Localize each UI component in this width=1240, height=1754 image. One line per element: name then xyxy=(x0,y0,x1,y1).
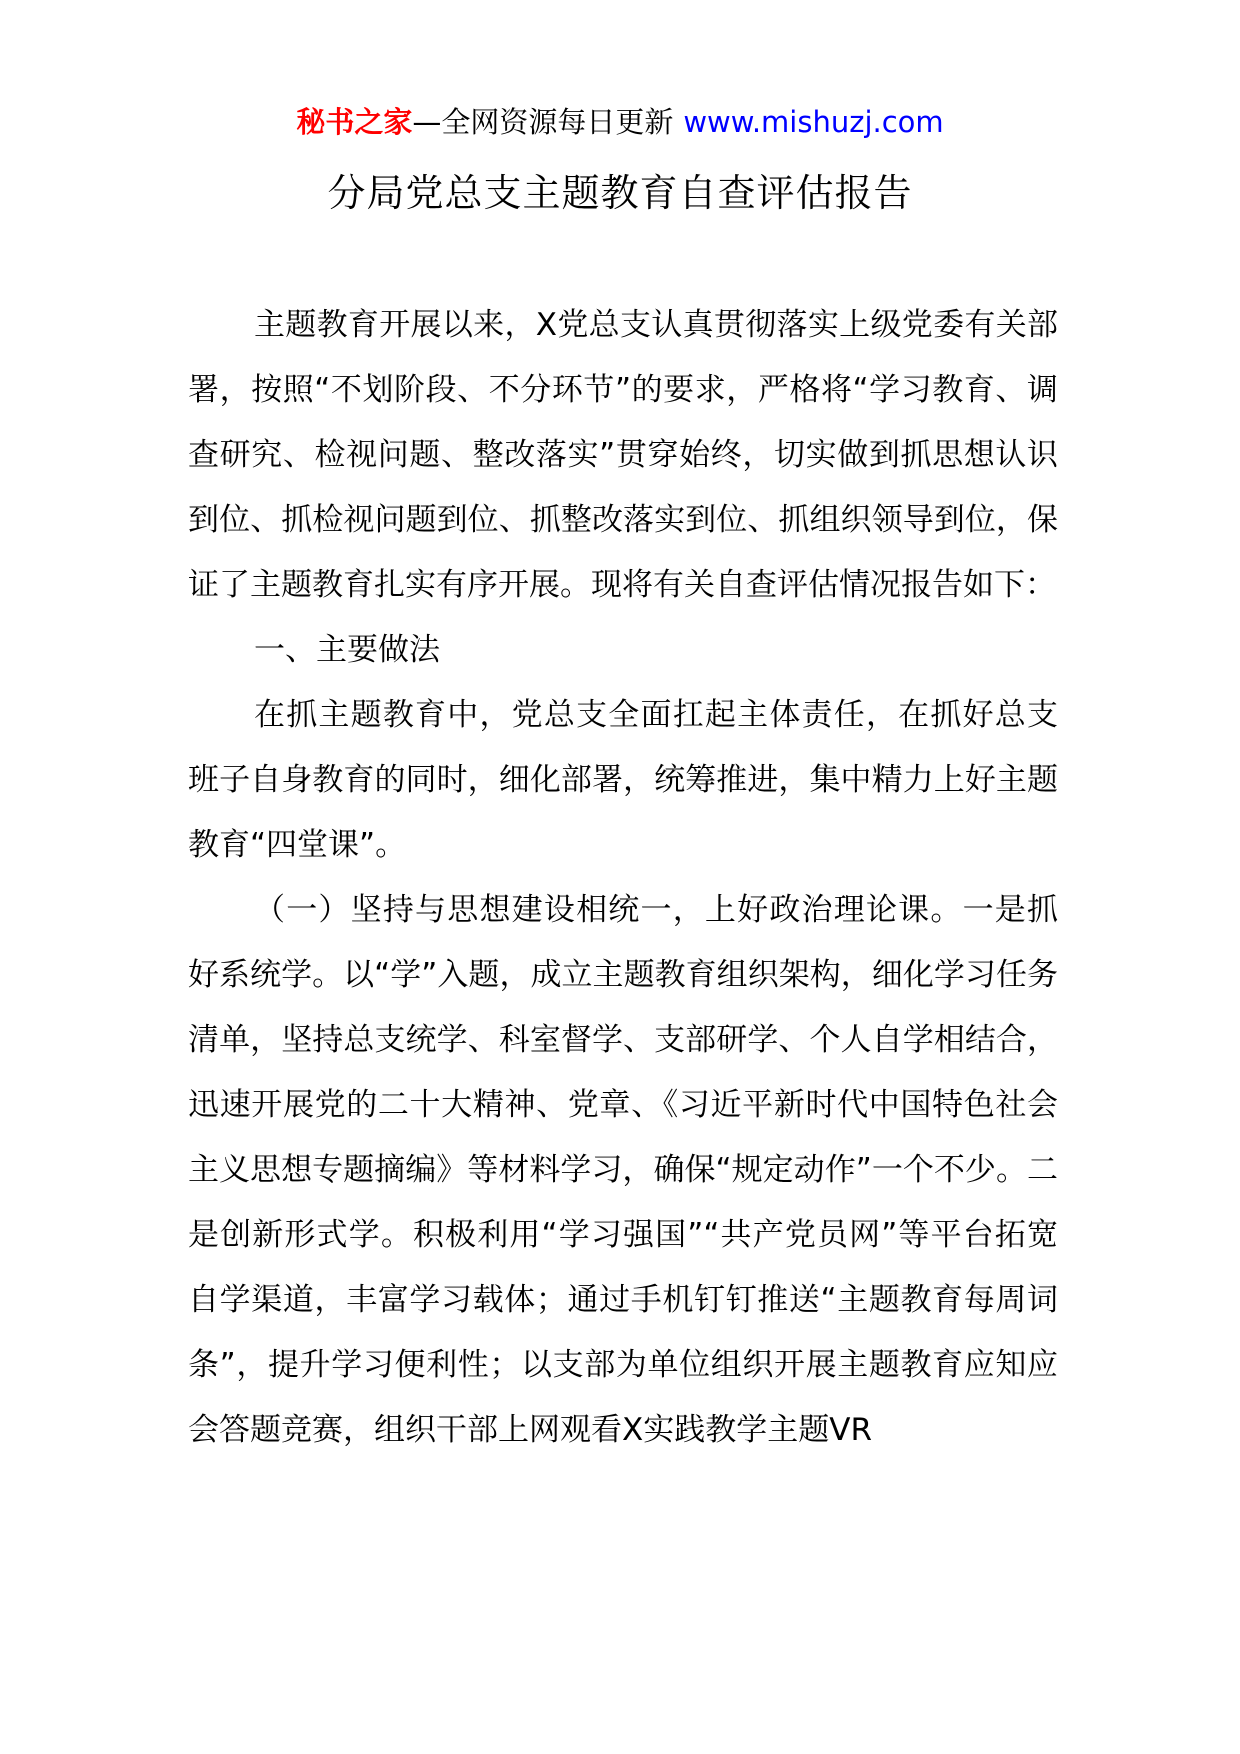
intro-paragraph: 主题教育开展以来，X党总支认真贯彻落实上级党委有关部署，按照“不划阶段、不分环节”的要求，严格将“学习教育、调查研究、检视问题、整改落实”贯穿始终，切实做到抓思想认识到位、抓检视问题到位、抓整改落实到位、抓组织领导到位，保证了主题教育扎实有序开展。现将有关自查评估情况报告如下： xyxy=(188,307,1058,603)
site-brand: 秘书之家 xyxy=(296,105,413,139)
site-header xyxy=(0,100,1240,144)
body-paragraph: 在抓主题教育中，党总支全面扛起主体责任，在抓好总支班子自身教育的同时，细化部署，统筹推进，集中精力上好主题教育“四堂课”。 xyxy=(188,697,1058,863)
site-slogan: —全网资源每日更新 xyxy=(412,105,674,139)
body-paragraph: （一）坚持与思想建设相统一，上好政治理论课。一是抓好系统学。以“学”入题，成立主题教育组织架构，细化学习任务清单，坚持总支统学、科室督学、支部研学、个人自学相结合，迅速开展党的二十大精神、党章、《习近平新时代中国特色社会主义思想专题摘编》等材料学习，确保“规定动作”一个不少。二是创新形式学。积极利用“学习强国”“共产党员网”等平台拓宽自学渠道，丰富学习载体；通过手机钉钉推送“主题教育每周词条”，提升学习便利性；以支部为单位组织开展主题教育应知应会答题竞赛，组织干部上网观看X实践教学主题VR xyxy=(188,892,1058,1448)
document-body xyxy=(188,293,1058,1463)
section-heading: 一、主要做法 xyxy=(254,632,440,668)
document-title: 分局党总支主题教育自查评估报告 xyxy=(327,171,913,215)
site-url-link[interactable]: www.mishuzj.com xyxy=(683,105,944,139)
